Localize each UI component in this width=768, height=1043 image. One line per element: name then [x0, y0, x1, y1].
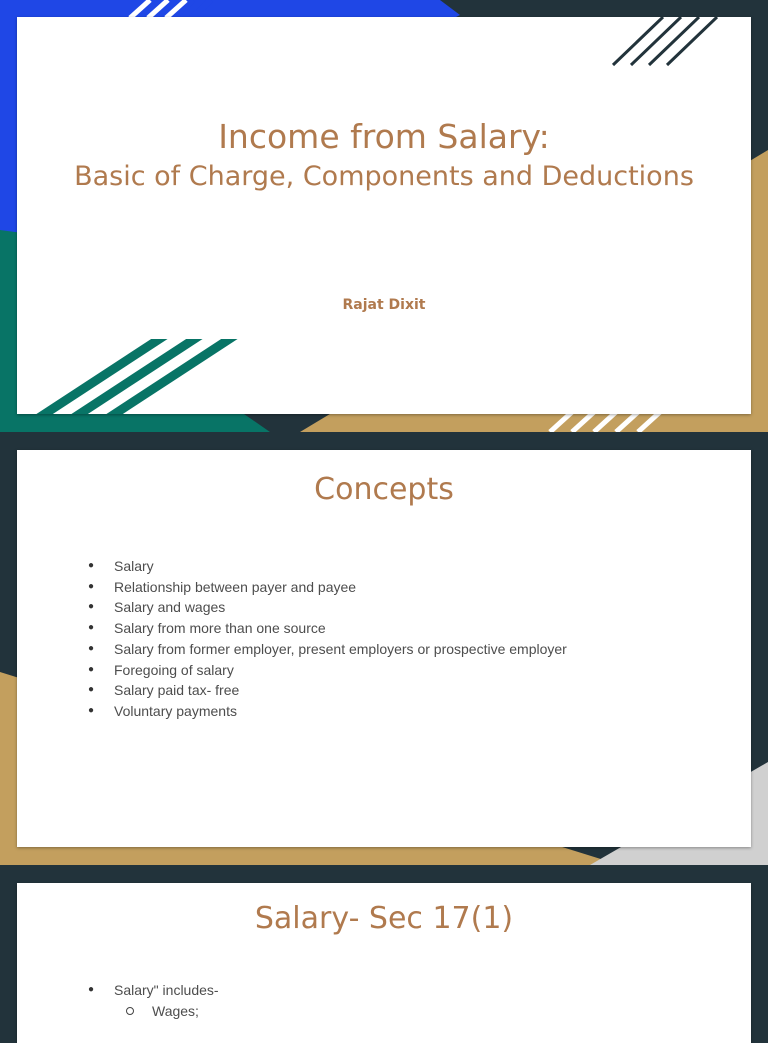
list-item: ● Salary [114, 556, 567, 577]
list-item: ● Salary" includes- [114, 980, 219, 1001]
slide-2-card [17, 450, 751, 847]
bullet-icon: ● [88, 663, 95, 675]
bullet-icon: ● [88, 642, 95, 654]
salary-sub-list [152, 1001, 199, 1021]
slide-1-card [17, 17, 751, 414]
slide-1-author: Rajat Dixit [342, 297, 426, 313]
slide-1-title: Income from Salary: [218, 117, 550, 156]
list-item: ● Voluntary payments [114, 701, 567, 722]
slide-1-subtitle: Basic of Charge, Components and Deductions [74, 161, 694, 192]
list-item: ● Relationship between payer and payee [114, 577, 567, 598]
list-item: ● Salary paid tax- free [114, 680, 567, 701]
bullet-icon: ● [88, 601, 95, 613]
slide-2-title: Concepts [314, 472, 454, 507]
list-item: ● Salary from former employer, present employers or prospective employer [114, 639, 567, 660]
list-item: Wages; [152, 1001, 199, 1021]
list-item: ● Salary from more than one source [114, 618, 567, 639]
slide-3-title: Salary- Sec 17(1) [254, 901, 514, 936]
bullet-icon: ● [88, 704, 95, 716]
concepts-list [88, 556, 567, 722]
bullet-icon: ● [88, 684, 95, 696]
bullet-icon: ● [88, 580, 95, 592]
bullet-icon: ● [88, 560, 95, 571]
bullet-icon: ● [88, 622, 95, 634]
list-item: ● Salary and wages [114, 597, 567, 618]
corner-stripes-dark [571, 17, 751, 77]
corner-stripes-green [17, 339, 257, 414]
list-item: ● Foregoing of salary [114, 660, 567, 681]
salary-list [88, 980, 219, 1001]
slide-3-card [17, 883, 751, 1043]
bullet-icon: ● [88, 984, 95, 995]
circle-bullet-icon [126, 1007, 134, 1015]
